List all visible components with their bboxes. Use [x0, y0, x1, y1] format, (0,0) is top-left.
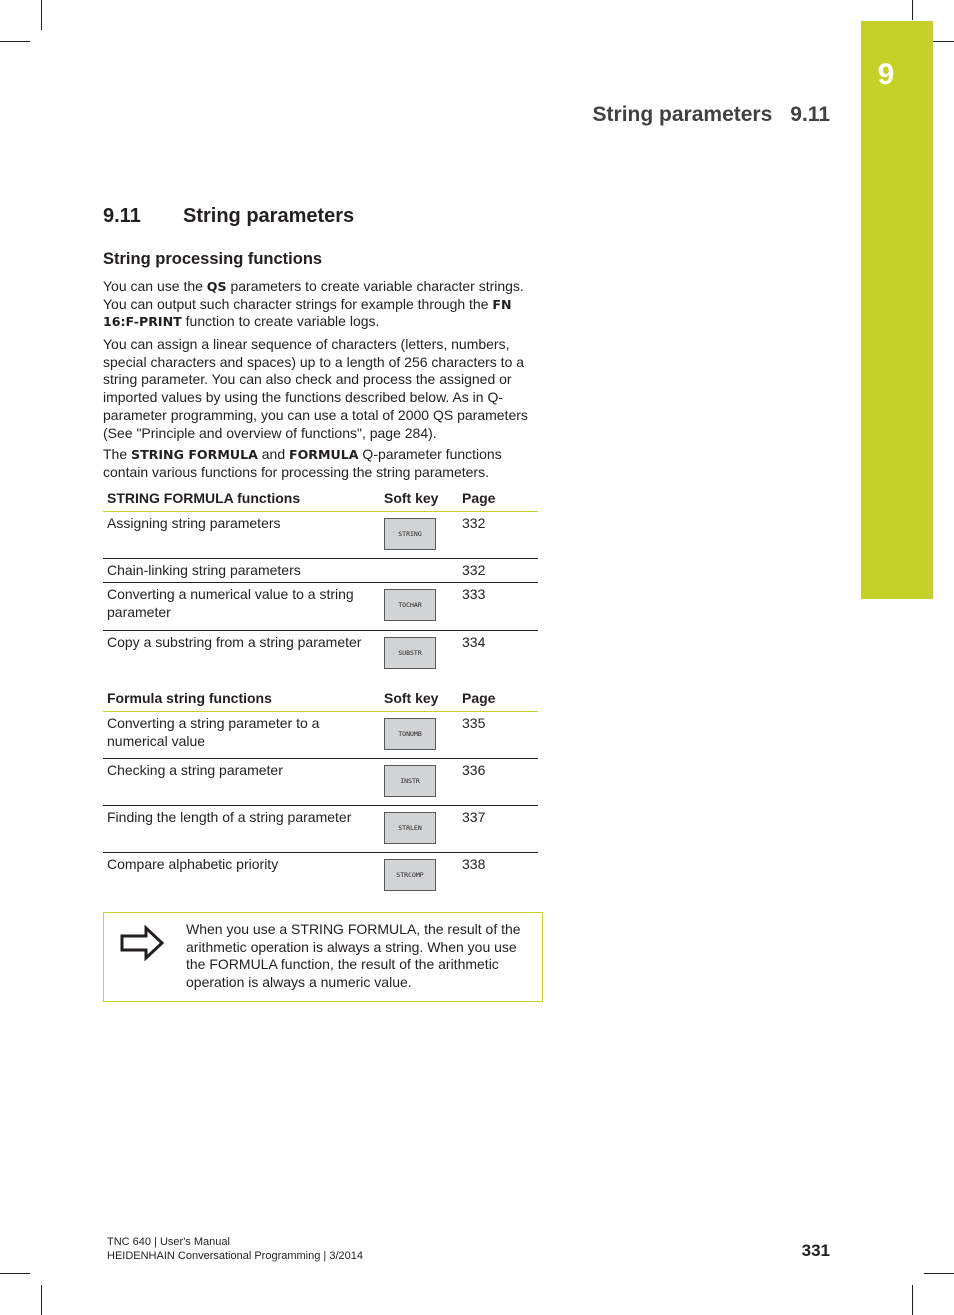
softkey-substr[interactable]: SUBSTR: [384, 637, 436, 669]
note-box: [103, 912, 543, 1002]
text-run: function to create variable logs.: [181, 313, 380, 330]
string-formula-table: [103, 485, 538, 678]
table-row: [103, 631, 538, 678]
keyword: QS: [206, 279, 227, 294]
page-ref: 333: [458, 583, 538, 631]
keyword: FN 16:F-PRINT: [103, 296, 512, 330]
text-run: Q-parameter functions contain various functions for processing the string parameters.: [103, 446, 502, 480]
paragraph-formula: [103, 446, 543, 481]
function-name: Converting a string parameter to a numerical value: [103, 712, 380, 759]
table-header-row: [103, 485, 538, 512]
note-text: When you use a STRING FORMULA, the result of the arithmetic operation is always a string. When you use the FORMULA function, the result of the arithmetic operation is always a numeric value.: [186, 921, 521, 990]
text-run: The: [103, 446, 132, 462]
footer: [107, 1235, 363, 1263]
paragraph-qs: [103, 278, 543, 331]
crop-mark: [924, 1273, 954, 1274]
footer-line: HEIDENHAIN Conversational Programming | 3/2014: [107, 1250, 363, 1262]
arrow-right-icon: [119, 925, 165, 961]
softkey-tonumb[interactable]: TONUMB: [384, 718, 436, 750]
running-head: [593, 103, 830, 127]
section-heading: String parameters: [183, 205, 355, 227]
page-ref: 332: [458, 559, 538, 583]
subsection-title: String processing functions: [103, 250, 323, 268]
column-header: Soft key: [380, 685, 458, 712]
crop-mark: [0, 41, 30, 42]
page-ref: 335: [458, 712, 538, 759]
crop-mark: [41, 0, 42, 30]
crop-mark: [912, 0, 913, 20]
crop-mark: [912, 1285, 913, 1315]
page-number: 331: [801, 1241, 830, 1260]
softkey-strcomp[interactable]: STRCOMP: [384, 859, 436, 891]
column-header: Soft key: [380, 485, 458, 512]
chapter-number: 9: [877, 58, 895, 91]
table-row: [103, 512, 538, 559]
running-head-title: String parameters: [592, 103, 773, 126]
softkey-strlen[interactable]: STRLEN: [384, 812, 436, 844]
crop-mark: [0, 1273, 30, 1274]
table-header-row: [103, 685, 538, 712]
table-row: [103, 806, 538, 853]
keyword: STRING FORMULA: [131, 447, 258, 462]
column-header: Formula string functions: [103, 685, 380, 712]
section-title: [103, 205, 354, 228]
keyword: FORMULA: [289, 447, 359, 462]
table-row: [103, 712, 538, 759]
function-name: Chain-linking string parameters: [103, 559, 380, 583]
softkey-instr[interactable]: INSTR: [384, 765, 436, 797]
table-row: [103, 853, 538, 900]
page-ref: 337: [458, 806, 538, 853]
page-ref: 332: [458, 512, 538, 559]
function-name: Finding the length of a string parameter: [103, 806, 380, 853]
softkey-tochar[interactable]: TOCHAR: [384, 589, 436, 621]
function-name: Copy a substring from a string parameter: [107, 634, 362, 650]
footer-line: TNC 640 | User's Manual: [107, 1236, 230, 1248]
column-header: STRING FORMULA functions: [103, 485, 380, 512]
page-ref: 334: [462, 634, 486, 650]
text-run: You can use the: [103, 278, 207, 294]
paragraph-assign: You can assign a linear sequence of characters (letters, numbers, special characters and spaces) up to a length of 256 characters to a string parameter. You can also check and process the assigned or imported values by using the functions described below. As in Q-parameter programming, you can use a total of 2000 QS parameters (See "Principle and overview of functions", page 284).: [103, 336, 528, 441]
column-header: Page: [458, 485, 538, 512]
function-name: Compare alphabetic priority: [107, 856, 279, 872]
column-header: Page: [458, 685, 538, 712]
text-run: and: [257, 446, 289, 462]
softkey-string[interactable]: STRING: [384, 518, 436, 550]
text-run: parameters to create variable character strings. You can output such character strings for example through the: [103, 278, 524, 312]
crop-mark: [41, 1285, 42, 1315]
chapter-tab: [861, 21, 933, 599]
formula-string-table: [103, 685, 538, 900]
function-name: Converting a numerical value to a string parameter: [103, 583, 380, 631]
page-ref: 338: [462, 856, 486, 872]
function-name: Checking a string parameter: [103, 759, 380, 806]
table-row: [103, 583, 538, 631]
page-ref: 336: [458, 759, 538, 806]
table-row: [103, 559, 538, 583]
table-row: [103, 759, 538, 806]
function-name: Assigning string parameters: [103, 512, 380, 559]
running-head-number: 9.11: [790, 103, 830, 126]
section-number: 9.11: [103, 205, 141, 227]
